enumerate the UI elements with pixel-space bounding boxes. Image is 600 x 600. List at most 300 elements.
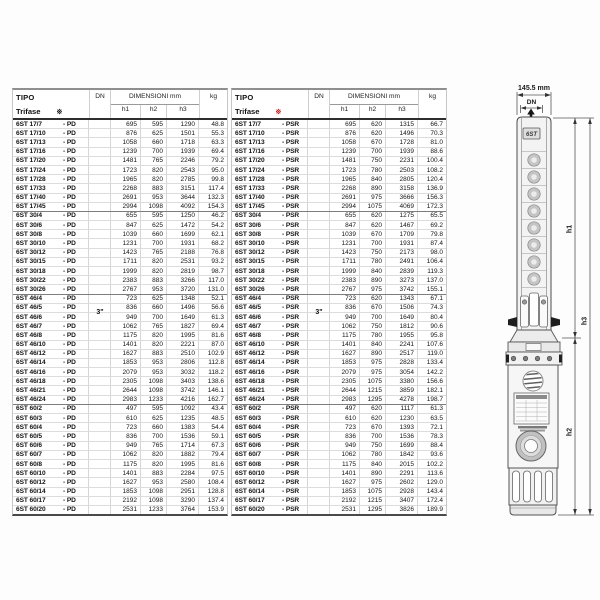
dn-cell bbox=[89, 497, 111, 505]
h2-cell: 595 bbox=[141, 212, 167, 220]
kg-cell: 128.8 bbox=[207, 488, 224, 496]
kg-cell: 46.2 bbox=[211, 212, 224, 220]
dn-cell bbox=[308, 285, 330, 293]
kg-cell: 70.3 bbox=[430, 129, 443, 137]
model-cell: 6ST 17/40 - PD bbox=[13, 194, 89, 202]
h1-cell: 1423 bbox=[111, 249, 141, 257]
h1-cell: 876 bbox=[111, 129, 141, 137]
h2-cell: 750 bbox=[360, 442, 386, 450]
table-row bbox=[232, 312, 446, 321]
dn-cell bbox=[308, 212, 330, 220]
table-row bbox=[232, 229, 446, 238]
table-row bbox=[232, 284, 446, 293]
kg-cell: 137.0 bbox=[426, 276, 443, 284]
table-row bbox=[232, 385, 446, 394]
model-cell: 6ST 60/7 - PD bbox=[13, 451, 89, 459]
h3-cell: 2246 bbox=[167, 157, 199, 165]
h1-cell: 2691 bbox=[330, 194, 360, 202]
h2-cell: 953 bbox=[141, 359, 167, 367]
kg-cell: 63.3 bbox=[211, 138, 224, 146]
table-row bbox=[232, 257, 446, 266]
kg-cell: 93.2 bbox=[211, 258, 224, 266]
table-row bbox=[232, 220, 446, 229]
h3-cell: 1714 bbox=[167, 442, 199, 450]
model-cell: 6ST 17/13 - PD bbox=[13, 138, 89, 146]
motor-rib-section bbox=[509, 468, 557, 505]
kg-cell: 81.6 bbox=[211, 331, 224, 339]
h1-cell: 723 bbox=[330, 423, 360, 431]
psr-spec-table bbox=[231, 88, 447, 516]
kg-cell: 117.0 bbox=[208, 276, 224, 284]
kg-cell: 88.6 bbox=[430, 148, 443, 156]
h3-cell: 2517 bbox=[386, 350, 418, 358]
model-cell: 6ST 30/15 - PSR bbox=[232, 258, 308, 266]
h3-cell: 2928 bbox=[386, 488, 418, 496]
h1-cell: 2983 bbox=[111, 396, 141, 404]
h2-cell: 1075 bbox=[360, 377, 386, 385]
h2-cell: 1215 bbox=[360, 497, 386, 505]
model-cell: 6ST 46/5 - PD bbox=[13, 304, 89, 312]
h2-label: h2 bbox=[566, 427, 574, 437]
table-row bbox=[232, 431, 446, 440]
kg-cell: 137.4 bbox=[207, 497, 224, 505]
h2-cell: 780 bbox=[360, 451, 386, 459]
dn-cell bbox=[89, 166, 111, 174]
kg-cell: 87.0 bbox=[211, 341, 224, 349]
dn-cell bbox=[89, 322, 111, 330]
model-cell: 6ST 60/5 - PD bbox=[13, 432, 89, 440]
table-row bbox=[13, 441, 227, 450]
model-cell: 6ST 60/6 - PD bbox=[13, 442, 89, 450]
dn-cell bbox=[308, 414, 330, 422]
dn-cell bbox=[308, 239, 330, 247]
dn-cell bbox=[89, 488, 111, 496]
h3-cell: 2828 bbox=[386, 359, 418, 367]
h2-cell: 975 bbox=[360, 368, 386, 376]
kg-cell: 102.9 bbox=[207, 350, 224, 358]
h3-cell: 4278 bbox=[386, 396, 418, 404]
model-cell: 6ST 17/16 - PD bbox=[13, 148, 89, 156]
h3-cell: 1536 bbox=[167, 432, 199, 440]
h1-cell: 695 bbox=[111, 120, 141, 128]
table-row bbox=[13, 468, 227, 477]
kg-cell: 98.7 bbox=[211, 267, 224, 275]
table-row bbox=[13, 367, 227, 376]
h3-cell: 2543 bbox=[167, 166, 199, 174]
h3-cell: 3032 bbox=[167, 368, 199, 376]
table-row bbox=[232, 303, 446, 312]
h2-cell: 620 bbox=[360, 129, 386, 137]
kg-cell: 54.2 bbox=[211, 221, 224, 229]
table-row bbox=[232, 248, 446, 257]
dn-cell bbox=[308, 184, 330, 192]
kg-cell: 154.3 bbox=[207, 203, 224, 211]
kg-cell: 95.0 bbox=[211, 166, 224, 174]
h3-cell: 3742 bbox=[386, 285, 418, 293]
kg-cell: 182.1 bbox=[426, 387, 443, 395]
h1-cell: 1039 bbox=[111, 230, 141, 238]
table-row bbox=[13, 376, 227, 385]
table-row bbox=[232, 128, 446, 137]
h1-cell: 1711 bbox=[111, 258, 141, 266]
h3-cell: 1117 bbox=[386, 405, 418, 413]
model-cell: 6ST 30/10 - PD bbox=[13, 239, 89, 247]
table-row bbox=[232, 321, 446, 330]
dn-label: DN bbox=[526, 99, 537, 106]
h1-cell: 2767 bbox=[111, 285, 141, 293]
kg-cell: 79.2 bbox=[211, 157, 224, 165]
kg-cell: 120.4 bbox=[426, 175, 443, 183]
table-row bbox=[13, 321, 227, 330]
column-header-h3: h3 bbox=[179, 106, 187, 113]
kg-cell: 119.3 bbox=[427, 267, 443, 275]
h3-cell: 1995 bbox=[167, 460, 199, 468]
column-header-dimensioni: DIMENSIONI mm bbox=[330, 90, 418, 105]
dn-cell bbox=[89, 249, 111, 257]
dn-cell bbox=[89, 157, 111, 165]
table-row bbox=[232, 120, 446, 128]
h1-cell: 1175 bbox=[330, 331, 360, 339]
h2-cell: 660 bbox=[141, 138, 167, 146]
dn-cell bbox=[89, 239, 111, 247]
model-cell: 6ST 46/7 - PD bbox=[13, 322, 89, 330]
dn-cell bbox=[308, 120, 330, 128]
h1-cell: 1062 bbox=[330, 322, 360, 330]
model-cell: 6ST 46/21 - PD bbox=[13, 386, 89, 394]
h3-cell: 1931 bbox=[167, 239, 199, 247]
h3-cell: 2231 bbox=[386, 157, 418, 165]
h2-cell: 1098 bbox=[141, 377, 167, 385]
table-row bbox=[13, 312, 227, 321]
kg-cell: 69.2 bbox=[430, 221, 443, 229]
kg-cell: 155.1 bbox=[426, 285, 443, 293]
h1-cell: 836 bbox=[330, 304, 360, 312]
model-cell: 6ST 46/10 - PD bbox=[13, 341, 89, 349]
cable-clamp-bolt bbox=[522, 300, 526, 304]
dn-cell bbox=[308, 506, 330, 514]
h3-cell: 2580 bbox=[167, 478, 199, 486]
kg-cell: 48.5 bbox=[211, 414, 224, 422]
h1-cell: 2644 bbox=[330, 386, 360, 394]
h1-cell: 2192 bbox=[330, 497, 360, 505]
h3-cell: 1275 bbox=[386, 212, 418, 220]
table-row bbox=[13, 450, 227, 459]
dn-cell bbox=[89, 423, 111, 431]
model-cell: 6ST 30/26 - PD bbox=[13, 285, 89, 293]
h2-cell: 890 bbox=[360, 276, 386, 284]
dn-cell bbox=[89, 368, 111, 376]
dn-cell bbox=[308, 258, 330, 266]
dn-cell bbox=[89, 267, 111, 275]
model-cell: 6ST 46/18 - PD bbox=[13, 377, 89, 385]
dn-cell bbox=[89, 184, 111, 192]
table-row bbox=[232, 367, 446, 376]
kg-cell: 113.6 bbox=[427, 469, 443, 477]
h1-cell: 723 bbox=[330, 295, 360, 303]
model-cell: 6ST 60/10 - PD bbox=[13, 469, 89, 477]
dn-cell bbox=[308, 488, 330, 496]
dn-cell bbox=[89, 359, 111, 367]
kg-cell: 76.8 bbox=[211, 249, 224, 257]
h1-cell: 2079 bbox=[330, 368, 360, 376]
h1-cell: 949 bbox=[330, 442, 360, 450]
table-row bbox=[13, 459, 227, 468]
h2-cell: 660 bbox=[141, 230, 167, 238]
model-cell: 6ST 46/5 - PSR bbox=[232, 304, 308, 312]
h2-cell: 765 bbox=[141, 249, 167, 257]
h3-cell: 2173 bbox=[386, 249, 418, 257]
dn-cell bbox=[308, 148, 330, 156]
model-cell: 6ST 30/15 - PD bbox=[13, 258, 89, 266]
kg-cell: 67.3 bbox=[211, 442, 224, 450]
table-row bbox=[232, 137, 446, 146]
h1-cell: 1039 bbox=[330, 230, 360, 238]
h1-cell: 1999 bbox=[330, 267, 360, 275]
kg-cell: 97.5 bbox=[211, 469, 224, 477]
table-row bbox=[13, 487, 227, 496]
h1-cell: 1401 bbox=[330, 469, 360, 477]
h1-cell: 2994 bbox=[111, 203, 141, 211]
h3-cell: 1842 bbox=[386, 451, 418, 459]
h2-cell: 1295 bbox=[360, 506, 386, 514]
table-row bbox=[13, 477, 227, 486]
h1-cell: 949 bbox=[111, 313, 141, 321]
dn-size-value: 3" bbox=[315, 309, 323, 316]
h1-cell: 610 bbox=[111, 414, 141, 422]
pd-table-body bbox=[13, 120, 227, 514]
table-row bbox=[232, 266, 446, 275]
dn-cell bbox=[89, 221, 111, 229]
dn-cell bbox=[308, 423, 330, 431]
kg-cell: 132.3 bbox=[207, 194, 224, 202]
model-cell: 6ST 30/8 - PD bbox=[13, 230, 89, 238]
dn-cell bbox=[308, 442, 330, 450]
h2-cell: 660 bbox=[141, 304, 167, 312]
model-cell: 6ST 30/6 - PD bbox=[13, 221, 89, 229]
model-cell: 6ST 46/12 - PD bbox=[13, 350, 89, 358]
h3-cell: 4092 bbox=[167, 203, 199, 211]
model-cell: 6ST 30/22 - PSR bbox=[232, 276, 308, 284]
h3-label: h3 bbox=[581, 316, 589, 326]
model-cell: 6ST 30/4 - PSR bbox=[232, 212, 308, 220]
dn-cell bbox=[308, 350, 330, 358]
h3-cell: 3290 bbox=[167, 497, 199, 505]
table-row bbox=[232, 496, 446, 505]
h1-cell: 949 bbox=[330, 313, 360, 321]
dn-cell bbox=[308, 249, 330, 257]
dn-cell bbox=[89, 175, 111, 183]
table-row bbox=[232, 202, 446, 211]
table-row bbox=[13, 349, 227, 358]
h3-cell: 1230 bbox=[386, 414, 418, 422]
h3-cell: 3764 bbox=[167, 506, 199, 514]
h2-cell: 840 bbox=[360, 341, 386, 349]
kg-cell: 66.7 bbox=[430, 120, 443, 128]
table-row bbox=[232, 193, 446, 202]
pump-body bbox=[508, 117, 560, 330]
h2-cell: 670 bbox=[360, 138, 386, 146]
h1-cell: 1965 bbox=[111, 175, 141, 183]
model-cell: 6ST 46/4 - PSR bbox=[232, 295, 308, 303]
h1-cell: 1723 bbox=[330, 166, 360, 174]
h1-cell: 497 bbox=[111, 405, 141, 413]
cable-guard-end-right bbox=[551, 317, 560, 327]
model-cell: 6ST 46/6 - PD bbox=[13, 313, 89, 321]
kg-cell: 93.6 bbox=[430, 451, 443, 459]
h1-cell: 1723 bbox=[111, 166, 141, 174]
coupling-bracket bbox=[510, 330, 558, 342]
h1-cell: 2983 bbox=[330, 396, 360, 404]
h2-cell: 750 bbox=[360, 322, 386, 330]
model-cell: 6ST 46/16 - PD bbox=[13, 368, 89, 376]
dn-cell bbox=[89, 396, 111, 404]
dn-cell bbox=[308, 175, 330, 183]
dn-cell bbox=[308, 396, 330, 404]
h1-cell: 610 bbox=[330, 414, 360, 422]
kg-cell: 87.4 bbox=[430, 240, 443, 248]
dn-cell bbox=[308, 497, 330, 505]
model-cell: 6ST 60/2 - PSR bbox=[232, 405, 308, 413]
model-cell: 6ST 17/28 - PD bbox=[13, 175, 89, 183]
h2-cell: 820 bbox=[141, 341, 167, 349]
h3-cell: 1250 bbox=[167, 212, 199, 220]
dn-cell bbox=[308, 221, 330, 229]
column-header-tipo: TIPO bbox=[235, 93, 254, 102]
h2-cell: 883 bbox=[141, 350, 167, 358]
flow-direction-arrow-icon bbox=[527, 109, 535, 118]
model-cell: 6ST 60/20 - PD bbox=[13, 506, 89, 514]
kg-cell: 118.2 bbox=[208, 368, 224, 376]
table-row bbox=[13, 183, 227, 192]
column-header-tipo: TIPO bbox=[16, 93, 35, 102]
dn-cell bbox=[308, 194, 330, 202]
model-cell: 6ST 17/24 - PD bbox=[13, 166, 89, 174]
dn-cell bbox=[308, 322, 330, 330]
kg-cell: 112.8 bbox=[208, 359, 224, 367]
h3-cell: 2221 bbox=[167, 341, 199, 349]
h1-cell: 876 bbox=[330, 129, 360, 137]
kg-cell: 52.1 bbox=[211, 295, 224, 303]
model-cell: 6ST 17/10 - PSR bbox=[232, 129, 308, 137]
h1-cell: 1711 bbox=[330, 258, 360, 266]
dn-cell bbox=[89, 258, 111, 266]
h2-cell: 700 bbox=[141, 313, 167, 321]
h3-cell: 3859 bbox=[386, 386, 418, 394]
kg-cell: 131.0 bbox=[207, 285, 224, 293]
table-row bbox=[232, 459, 446, 468]
model-cell: 6ST 30/22 - PD bbox=[13, 276, 89, 284]
h3-cell: 1812 bbox=[386, 322, 418, 330]
dn-cell bbox=[308, 359, 330, 367]
h3-cell: 2602 bbox=[386, 478, 418, 486]
kg-cell: 54.4 bbox=[211, 423, 224, 431]
table-row bbox=[232, 441, 446, 450]
column-header-h2: h2 bbox=[360, 105, 386, 118]
h1-cell: 1853 bbox=[330, 488, 360, 496]
column-header-dn: DN bbox=[89, 90, 111, 118]
suction-interconnector bbox=[508, 293, 560, 327]
h1-cell: 2767 bbox=[330, 285, 360, 293]
h1-cell: 723 bbox=[111, 295, 141, 303]
column-header-dimensioni: DIMENSIONI mm bbox=[111, 90, 199, 105]
h2-cell: 595 bbox=[141, 120, 167, 128]
dn-cell bbox=[89, 432, 111, 440]
cable-guard-end-left bbox=[508, 317, 517, 327]
h3-cell: 1472 bbox=[167, 221, 199, 229]
h1-cell: 1853 bbox=[330, 359, 360, 367]
h2-cell: 890 bbox=[360, 184, 386, 192]
table-row bbox=[13, 211, 227, 220]
kg-cell: 68.2 bbox=[211, 240, 224, 248]
h3-cell: 1383 bbox=[167, 423, 199, 431]
kg-cell: 69.4 bbox=[211, 148, 224, 156]
h2-cell: 820 bbox=[141, 175, 167, 183]
kg-cell: 146.1 bbox=[207, 387, 224, 395]
h2-cell: 625 bbox=[141, 129, 167, 137]
h1-cell: 1401 bbox=[111, 341, 141, 349]
h3-dimension-line bbox=[582, 118, 592, 515]
table-row bbox=[13, 284, 227, 293]
h2-cell: 975 bbox=[360, 359, 386, 367]
h1-cell: 1401 bbox=[111, 469, 141, 477]
h3-cell: 1882 bbox=[167, 451, 199, 459]
kg-cell: 95.8 bbox=[430, 331, 443, 339]
kg-cell: 61.3 bbox=[430, 405, 443, 413]
kg-cell: 102.2 bbox=[426, 460, 443, 468]
model-cell: 6ST 46/18 - PSR bbox=[232, 377, 308, 385]
h2-cell: 700 bbox=[141, 148, 167, 156]
column-header-dn: DN bbox=[308, 90, 330, 118]
kg-cell: 79.8 bbox=[430, 230, 443, 238]
h1-cell: 1401 bbox=[330, 341, 360, 349]
kg-cell: 79.4 bbox=[211, 451, 224, 459]
model-cell: 6ST 60/6 - PSR bbox=[232, 442, 308, 450]
h1-cell: 1627 bbox=[330, 350, 360, 358]
kg-cell: 107.6 bbox=[426, 341, 443, 349]
model-cell: 6ST 46/10 - PSR bbox=[232, 341, 308, 349]
table-row bbox=[232, 422, 446, 431]
table-row bbox=[13, 275, 227, 284]
pd-table-header bbox=[13, 90, 227, 120]
h2-cell: 883 bbox=[141, 276, 167, 284]
h3-cell: 1995 bbox=[167, 331, 199, 339]
h2-cell: 750 bbox=[360, 157, 386, 165]
dn-cell bbox=[89, 414, 111, 422]
model-cell: 6ST 46/24 - PSR bbox=[232, 396, 308, 404]
kg-cell: 117.4 bbox=[208, 184, 224, 192]
h2-cell: 620 bbox=[360, 221, 386, 229]
h1-cell: 1058 bbox=[111, 138, 141, 146]
h2-cell: 660 bbox=[141, 423, 167, 431]
h1-cell: 1965 bbox=[330, 175, 360, 183]
h3-cell: 1931 bbox=[386, 239, 418, 247]
dn-cell bbox=[308, 129, 330, 137]
model-cell: 6ST 17/13 - PSR bbox=[232, 138, 308, 146]
h2-cell: 620 bbox=[360, 405, 386, 413]
h1-cell: 695 bbox=[330, 120, 360, 128]
h3-cell: 2510 bbox=[167, 350, 199, 358]
h3-cell: 1506 bbox=[386, 304, 418, 312]
table-row bbox=[13, 358, 227, 367]
table-row bbox=[232, 330, 446, 339]
h2-cell: 1233 bbox=[141, 396, 167, 404]
model-cell: 6ST 46/4 - PD bbox=[13, 295, 89, 303]
dn-cell bbox=[308, 138, 330, 146]
dn-cell bbox=[308, 451, 330, 459]
dn-cell bbox=[308, 276, 330, 284]
h3-cell: 1709 bbox=[386, 230, 418, 238]
h3-cell: 1496 bbox=[167, 304, 199, 312]
